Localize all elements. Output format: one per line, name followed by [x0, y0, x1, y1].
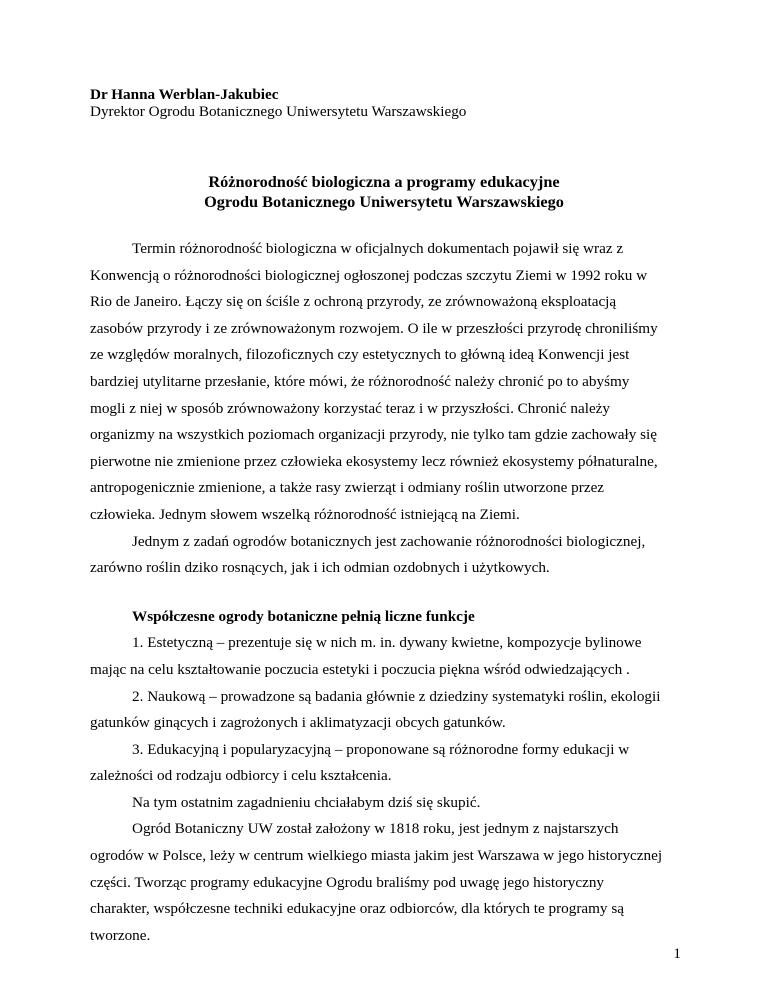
paragraph-line: Termin różnorodność biologiczna w oficjalnych dokumentach pojawił się wraz z: [132, 240, 624, 257]
list-item-line: 2. Naukową – prowadzone są badania głównie z dziedziny systematyki roślin, ekologii: [132, 687, 661, 705]
paragraph-line: organizmy na wszystkich poziomach organizacji przyrody, nie tylko tam gdzie zachowały się: [90, 426, 657, 444]
body-text: [90, 236, 680, 949]
author-name: Dr Hanna Werblan-Jakubiec: [90, 86, 279, 103]
paragraph-line: zasobów przyrody i ze zrównoważonym rozwojem. O ile w przeszłości przyrodę chroniliśmy: [90, 319, 658, 337]
page-number: 1: [673, 945, 681, 962]
paragraph-line: Jednym z zadań ogrodów botanicznych jest zachowanie różnorodności biologicznej,: [132, 532, 646, 550]
paragraph-line: bardziej utylitarne przesłanie, które mówi, że różnorodność należy chronić po to abyśmy: [90, 372, 630, 390]
paragraph-line: ze względów moralnych, filozoficznych czy estetycznych to główną ideą Konwencji jest: [90, 346, 630, 364]
author-role: Dyrektor Ogrodu Botanicznego Uniwersytetu Warszawskiego: [90, 103, 467, 120]
section-heading: Współczesne ogrody botaniczne pełnią liczne funkcje: [132, 607, 475, 625]
title-line-2: Ogrodu Botanicznego Uniwersytetu Warszawskiego: [204, 192, 564, 211]
paragraph-line: Rio de Janeiro. Łączy się on ściśle z ochroną przyrody, ze zrównoważoną eksploatacją: [90, 293, 617, 311]
title-line-1: Różnorodność biologiczna a programy edukacyjne: [208, 172, 560, 191]
list-item-line: zależności od rodzaju odbiorcy i celu kształcenia.: [90, 767, 392, 785]
list-item-line: 1. Estetyczną – prezentuje się w nich m. in. dywany kwietne, kompozycje bylinowe: [132, 634, 642, 652]
list-item-line: mając na celu kształtowanie poczucia estetyki i poczucia piękna wśród odwiedzających .: [90, 660, 630, 678]
paragraph-line: Konwencją o różnorodności biologicznej ogłoszonej podczas szczytu Ziemi w 1992 roku w: [90, 266, 648, 284]
list-item-line: 3. Edukacyjną i popularyzacyjną – proponowane są różnorodne formy edukacji w: [132, 740, 630, 758]
paragraph-line: zarówno roślin dziko rosnących, jak i ich odmian ozdobnych i użytkowych.: [90, 559, 550, 577]
paragraph-line: tworzone.: [90, 926, 151, 944]
author-block: [90, 86, 466, 120]
list-item-line: gatunków ginących i zagrożonych i aklimatyzacji obcych gatunków.: [90, 714, 506, 732]
paragraph-line: mogli z niej w sposób zrównoważony korzystać teraz i w przyszłości. Chronić należy: [90, 399, 611, 417]
paragraph-gap: [90, 582, 680, 604]
paragraph-line: ogrodów w Polsce, leży w centrum wielkiego miasta jakim jest Warszawa w jego historycznej: [90, 847, 663, 865]
paragraph-line: części. Tworząc programy edukacyjne Ogrodu braliśmy pod uwagę jego historyczny: [90, 873, 605, 891]
paragraph-line: pierwotne nie zmienione przez człowieka ekosystemy lecz również ekosystemy półnaturalne,: [90, 452, 658, 470]
document-title: [60, 172, 708, 212]
paragraph-line: człowieka. Jednym słowem wszelką różnorodność istniejącą na Ziemi.: [90, 505, 520, 523]
focus-sentence: Na tym ostatnim zagadnieniu chciałabym dziś się skupić.: [132, 793, 481, 811]
paragraph-line: antropogenicznie zmienione, a także rasy zwierząt i odmiany roślin utworzone przez: [90, 479, 605, 497]
paragraph-line: Ogród Botaniczny UW został założony w 1818 roku, jest jednym z najstarszych: [132, 820, 619, 838]
paragraph-line: charakter, współczesne techniki edukacyjne oraz odbiorców, dla których te programy są: [90, 900, 624, 918]
